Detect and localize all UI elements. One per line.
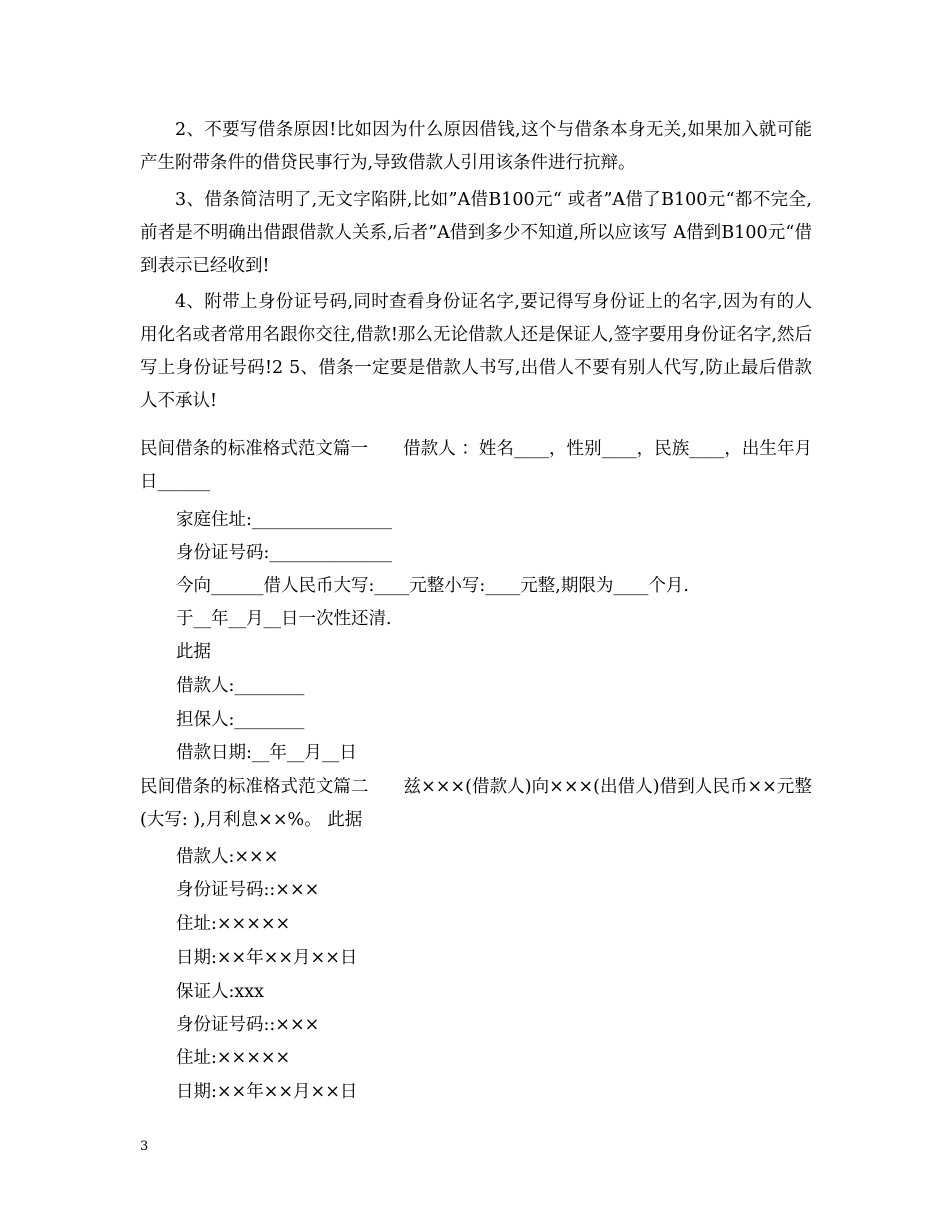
page-number: 3 [140, 1139, 149, 1154]
template-one-borrow-line: 今向______借人民币大写:____元整小写:____元整,期限为____个月. [176, 576, 689, 596]
template-two-borrower: 借款人:××× [176, 847, 279, 867]
template-two-borrower-address: 住址:××××× [176, 914, 291, 934]
paragraph-tip-2: 2、不要写借条原因!比如因为什么原因借钱,这个与借条本身无关,如果加入就可能产生附带条件的借贷民事行为,导致借款人引用该条件进行抗辩。 [140, 120, 812, 173]
template-two-borrower-id: 身份证号码::××× [176, 880, 320, 900]
template-two-guarantor-date: 日期:××年××月××日 [176, 1082, 358, 1102]
paragraph-tip-4: 4、附带上身份证号码,同时查看身份证名字,要记得写身份证上的名字,因为有的人用化名或者常用名跟你交往,借款!那么无论借款人还是保证人,签字要用身份证名字,然后写上身份证号码!2 5、借条一定要是借款人书写,出借人不要有别人代写,防止最后借款人不承认! [140, 292, 812, 411]
template-two-guarantor-id: 身份证号码::××× [176, 1015, 320, 1035]
template-one-date: 借款日期:__年__月__日 [176, 743, 357, 763]
template-two-heading: 民间借条的标准格式范文篇二 兹×××(借款人)向×××(出借人)借到人民币××元整(大写: ),月利息××%。 此据 [140, 777, 812, 830]
template-one-guarantor: 担保人:________ [176, 710, 305, 730]
template-one-heading: 民间借条的标准格式范文篇一 借款人 ：姓名____，性别____，民族____，出生年月日______ [140, 439, 812, 492]
template-two-guarantor: 保证人:xxx [176, 982, 265, 1002]
template-one-id-number: 身份证号码:______________ [176, 543, 392, 563]
paragraph-tip-3: 3、借条简洁明了,无文字陷阱,比如”A借B100元“ 或者”A借了B100元“都不完全,前者是不明确出借跟借款人关系,后者”A借到多少不知道,所以应该写 A借到B100元“借到表示已经收到! [140, 190, 812, 276]
template-one-repay-line: 于__年__月__日一次性还清. [176, 609, 392, 629]
template-two-borrower-date: 日期:××年××月××日 [176, 948, 358, 968]
template-two-guarantor-address: 住址:××××× [176, 1048, 291, 1068]
template-one-ci-ju: 此据 [176, 642, 211, 662]
template-one-address: 家庭住址:________________ [176, 510, 392, 530]
template-one-borrower: 借款人:________ [176, 676, 305, 696]
